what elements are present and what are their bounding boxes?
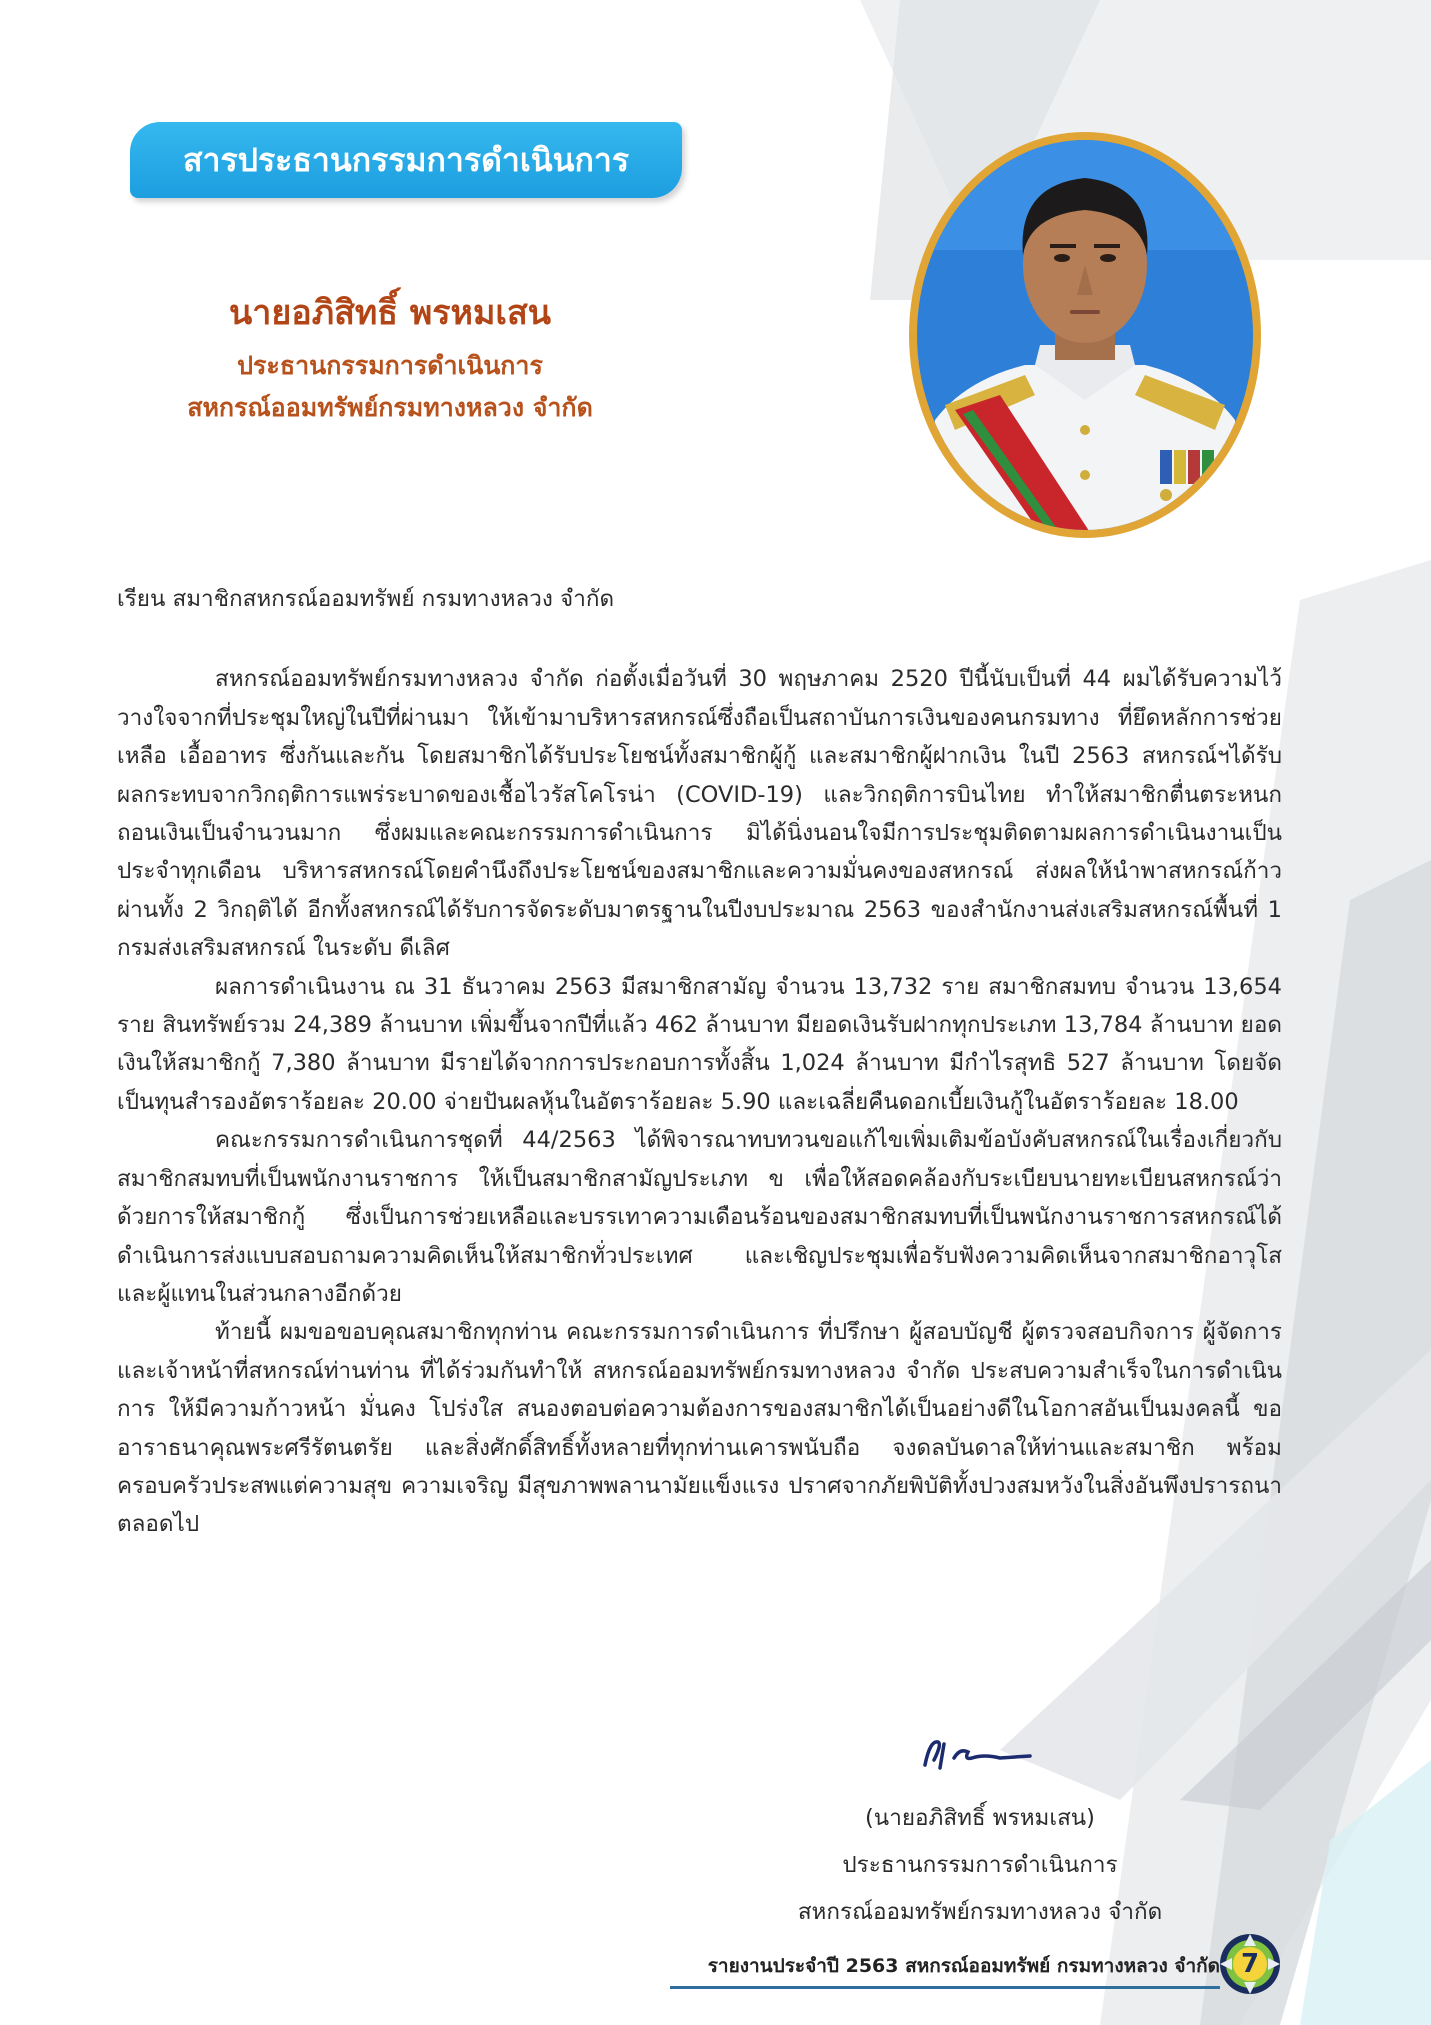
author-name: นายอภิสิทธิ์ พรหมเสน bbox=[229, 293, 551, 333]
signer-name: (นายอภิสิทธิ์ พรหมเสน) bbox=[865, 1805, 1095, 1831]
signature-block bbox=[750, 1795, 1210, 1936]
letter-paragraph: ท้ายนี้ ผมขอขอบคุณสมาชิกทุกท่าน คณะกรรมการดำเนินการ ที่ปรึกษา ผู้สอบบัญชี ผู้ตรวจสอบกิจการ ผู้จัดการ และเจ้าหน้าที่สหกรณ์ท่านท่าน ที่ได้ร่วมกันทำให้ สหกรณ์ออมทรัพย์กรมทางหลวง จำกัด ประสบความสำเร็จในการดำเนินการ ให้มีความก้าวหน้า มั่นคง โปร่งใส สนองตอบต่อความต้องการของสมาชิกได้เป็นอย่างดีในโอกาสอันเป็นมงคลนี้ ขออาราธนาคุณพระศรีรัตนตรัย และสิ่งศักดิ์สิทธิ์ทั้งหลายที่ทุกท่านเคารพนับถือ จงดลบันดาลให้ท่านและสมาชิก พร้อมครอบครัวประสพแต่ความสุข ความเจริญ มีสุขภาพพลานามัยแข็งแรง ปราศจากภัยพิบัติทั้งปวงสมหวังในสิ่งอันพึงปรารถนาตลอดไป bbox=[117, 1319, 1282, 1538]
footer-text: รายงานประจำปี 2563 สหกรณ์ออมทรัพย์ กรมทางหลวง จำกัด bbox=[707, 1955, 1220, 1977]
page-title-text: สารประธานกรรมการดำเนินการ bbox=[182, 140, 630, 179]
footer bbox=[670, 1946, 1220, 1989]
letter-body bbox=[117, 580, 1282, 1544]
portrait-photo bbox=[905, 130, 1265, 540]
handwritten-signature bbox=[920, 1730, 1050, 1775]
author-block bbox=[110, 285, 670, 429]
letter-paragraph: คณะกรรมการดำเนินการชุดที่ 44/2563 ได้พิจารณาทบทวนขอแก้ไขเพิ่มเติมข้อบังคับสหกรณ์ในเรื่องเกี่ยวกับสมาชิกสมทบที่เป็นพนักงานราชการ ให้เป็นสมาชิกสามัญประเภท ข เพื่อให้สอดคล้องกับระเบียบนายทะเบียนสหกรณ์ว่าด้วยการให้สมาชิกกู้ ซึ่งเป็นการช่วยเหลือและบรรเทาความเดือนร้อนของสมาชิกสมทบที่เป็นพนักงานราชการสหกรณ์ได้ดำเนินการส่งแบบสอบถามความคิดเห็นให้สมาชิกทั่วประเทศ และเชิญประชุมเพื่อรับฟังความคิดเห็นจากสมาชิกอาวุโส และผู้แทนในส่วนกลางอีกด้วย bbox=[117, 1127, 1282, 1307]
page-title bbox=[130, 122, 682, 198]
author-position: ประธานกรรมการดำเนินการ bbox=[237, 351, 543, 380]
signer-organization: สหกรณ์ออมทรัพย์กรมทางหลวง จำกัด bbox=[797, 1899, 1163, 1925]
letter-salutation: เรียน สมาชิกสหกรณ์ออมทรัพย์ กรมทางหลวง จำกัด bbox=[117, 586, 615, 612]
author-organization: สหกรณ์ออมทรัพย์กรมทางหลวง จำกัด bbox=[187, 393, 593, 422]
letter-paragraph: ผลการดำเนินงาน ณ 31 ธันวาคม 2563 มีสมาชิกสามัญ จำนวน 13,732 ราย สมาชิกสมทบ จำนวน 13,654 ราย สินทรัพย์รวม 24,389 ล้านบาท เพิ่มขึ้นจากปีที่แล้ว 462 ล้านบาท มียอดเงินรับฝากทุกประเภท 13,784 ล้านบาท ยอดเงินให้สมาชิกกู้ 7,380 ล้านบาท มีรายได้จากการประกอบการทั้งสิ้น 1,024 ล้านบาท มีกำไรสุทธิ 527 ล้านบาท โดยจัดเป็นทุนสำรองอัตราร้อยละ 20.00 จ่ายปันผลหุ้นในอัตราร้อยละ 5.90 และเฉลี่ยคืนดอกเบี้ยเงินกู้ในอัตราร้อยละ 18.00 bbox=[117, 973, 1282, 1115]
letter-paragraph: สหกรณ์ออมทรัพย์กรมทางหลวง จำกัด ก่อตั้งเมื่อวันที่ 30 พฤษภาคม 2520 ปีนี้นับเป็นที่ 44 ผมได้รับความไว้วางใจจากที่ประชุมใหญ่ในปีที่ผ่านมา ให้เข้ามาบริหารสหกรณ์ซึ่งถือเป็นสถาบันการเงินของคนกรมทาง ที่ยึดหลักการช่วยเหลือ เอื้ออาทร ซึ่งกันและกัน โดยสมาชิกได้รับประโยชน์ทั้งสมาชิกผู้กู้ และสมาชิกผู้ฝากเงิน ในปี 2563 สหกรณ์ฯได้รับผลกระทบจากวิกฤติการแพร่ระบาดของเชื้อไวรัสโคโรน่า (COVID-19) และวิกฤติการบินไทย ทำให้สมาชิกตื่นตระหนกถอนเงินเป็นจำนวนมาก ซึ่งผมและคณะกรรมการดำเนินการ มิได้นิ่งนอนใจมีการประชุมติดตามผลการดำเนินงานเป็นประจำทุกเดือน บริหารสหกรณ์โดยคำนึงถึงประโยชน์ของสมาชิกและความมั่นคงของสหกรณ์ ส่งผลให้นำพาสหกรณ์ก้าวผ่านทั้ง 2 วิกฤติได้ อีกทั้งสหกรณ์ได้รับการจัดระดับมาตรฐานในปีงบประมาณ 2563 ของสำนักงานส่งเสริมสหกรณ์พื้นที่ 1 กรมส่งเสริมสหกรณ์ ในระดับ ดีเลิศ bbox=[117, 666, 1282, 962]
signer-position: ประธานกรรมการดำเนินการ bbox=[842, 1852, 1118, 1878]
page-number: 7 bbox=[1240, 1949, 1260, 1979]
